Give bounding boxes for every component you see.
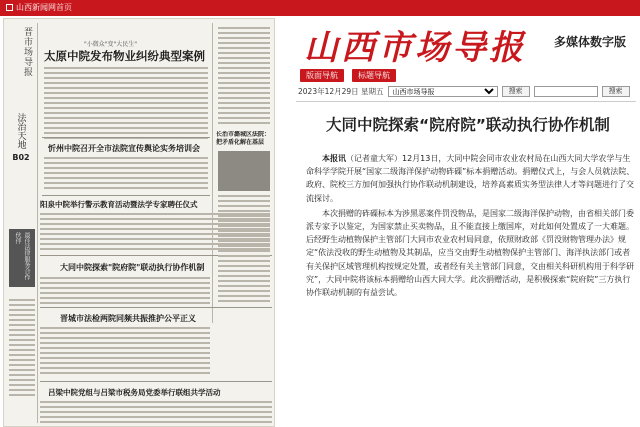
edition-block xyxy=(8,113,34,162)
side-text-block xyxy=(9,299,35,399)
story-text xyxy=(44,157,208,192)
right-column-headline[interactable]: 长治市潞城区法院：把矛盾化解在基层 xyxy=(216,131,271,146)
home-link[interactable] xyxy=(6,2,72,13)
article-lead: 本报讯 xyxy=(322,154,346,163)
article-paragraph xyxy=(306,152,636,205)
issue-date: 2023年12月29日 星期五 xyxy=(298,86,384,96)
column-rule xyxy=(37,23,38,423)
story-rule xyxy=(40,381,272,382)
side-advert-box xyxy=(9,229,35,287)
right-column-text xyxy=(218,195,270,305)
article-paragraph-text: （记者童大军）12月13日，大同中院会同市农业农村局在山西大同大学农学与生命科学学院开展“国家二级海洋保护动物砗磲”标本捐赠活动。捐赠仪式上，与会人员就法院、政府、院校三方加何加强执行协作联动机制建设，培养高素质实务型法律人才等问题进行了交流探讨。 xyxy=(306,154,635,203)
home-link-label: 山西新闻网首页 xyxy=(16,3,72,12)
side-box-text: 最佳法律服务合作伙伴 xyxy=(14,232,30,280)
story-headline[interactable]: 阳泉中院举行警示教育活动暨法学专家聘任仪式 xyxy=(40,200,198,209)
search-button-right[interactable]: 搜索 xyxy=(602,86,630,97)
newspaper-page-image[interactable] xyxy=(3,18,275,427)
date-search-bar xyxy=(292,84,636,98)
edition-name: 法治天地 xyxy=(15,113,26,149)
story-headline[interactable]: 太原中院发布物业纠纷典型案例 xyxy=(44,49,205,63)
top-bar xyxy=(0,0,640,16)
story-text xyxy=(40,277,210,307)
story-headline[interactable]: 晋城市法检两院同频共振推护公平正义 xyxy=(60,313,196,323)
story-headline[interactable]: 忻州中院召开全市法院宣传舆论实务培训会 xyxy=(48,143,200,153)
article-body xyxy=(306,152,636,301)
story-rule xyxy=(42,137,210,138)
story-text xyxy=(40,327,210,377)
edition-code: B02 xyxy=(12,153,30,162)
paper-select[interactable] xyxy=(388,86,498,97)
header-divider xyxy=(296,101,636,102)
story-text xyxy=(44,67,208,142)
edition-label: 多媒体数字版 xyxy=(553,35,626,49)
right-column-text xyxy=(218,27,270,127)
title-nav-button[interactable]: 标题导航 xyxy=(352,69,396,82)
article-title: 大同中院探索“院府院”联动执行协作机制 xyxy=(326,116,610,134)
story-kicker: "小微众"变"大民生" xyxy=(84,41,138,48)
page-nav-button[interactable]: 版面导航 xyxy=(300,69,344,82)
search-button-left[interactable]: 搜索 xyxy=(502,86,530,97)
story-text xyxy=(40,401,272,426)
story-headline[interactable]: 大同中院探索"院府院"联动执行协作机制 xyxy=(60,262,205,272)
home-icon xyxy=(6,4,13,11)
story-rule xyxy=(40,307,272,308)
story-rule xyxy=(42,195,210,196)
navigation-bar xyxy=(300,69,396,82)
news-photo xyxy=(218,151,270,191)
story-headline[interactable]: 吕梁中院党组与吕梁市税务局党委举行联组共学活动 xyxy=(48,388,221,397)
site-logo xyxy=(292,20,632,66)
column-rule xyxy=(212,23,213,323)
brand-logo-text: 山西市场导报 xyxy=(304,28,526,68)
page-masthead: 晋市场导报 xyxy=(22,27,32,77)
article-paragraph: 本次捐赠的砗磲标本为涉黑恶案件罚没物品，是国家二级海洋保护动物，由省相关部门委派专家予以鉴定，为国家禁止买卖物品，且不能直接上缴国库，对此如何处置成了一大难题。后经野生动植物保护主管部门大同市农业农村局同意，依照财政部《罚没财物管理办法》规定“依法没收的野生动植物及其制品，应当交由野生动植物保护主管部门、海洋执法部门或者有关保护区域管理机构按规定处置，或者经有关主管部门同意，交由相关科研机构用于科学研究”，大同中院将该标本捐赠给山西大同大学。此次捐赠活动，是积极探索“院府院”三方执行协作联动机制的有益尝试。 xyxy=(306,208,634,298)
search-input[interactable] xyxy=(534,86,598,97)
